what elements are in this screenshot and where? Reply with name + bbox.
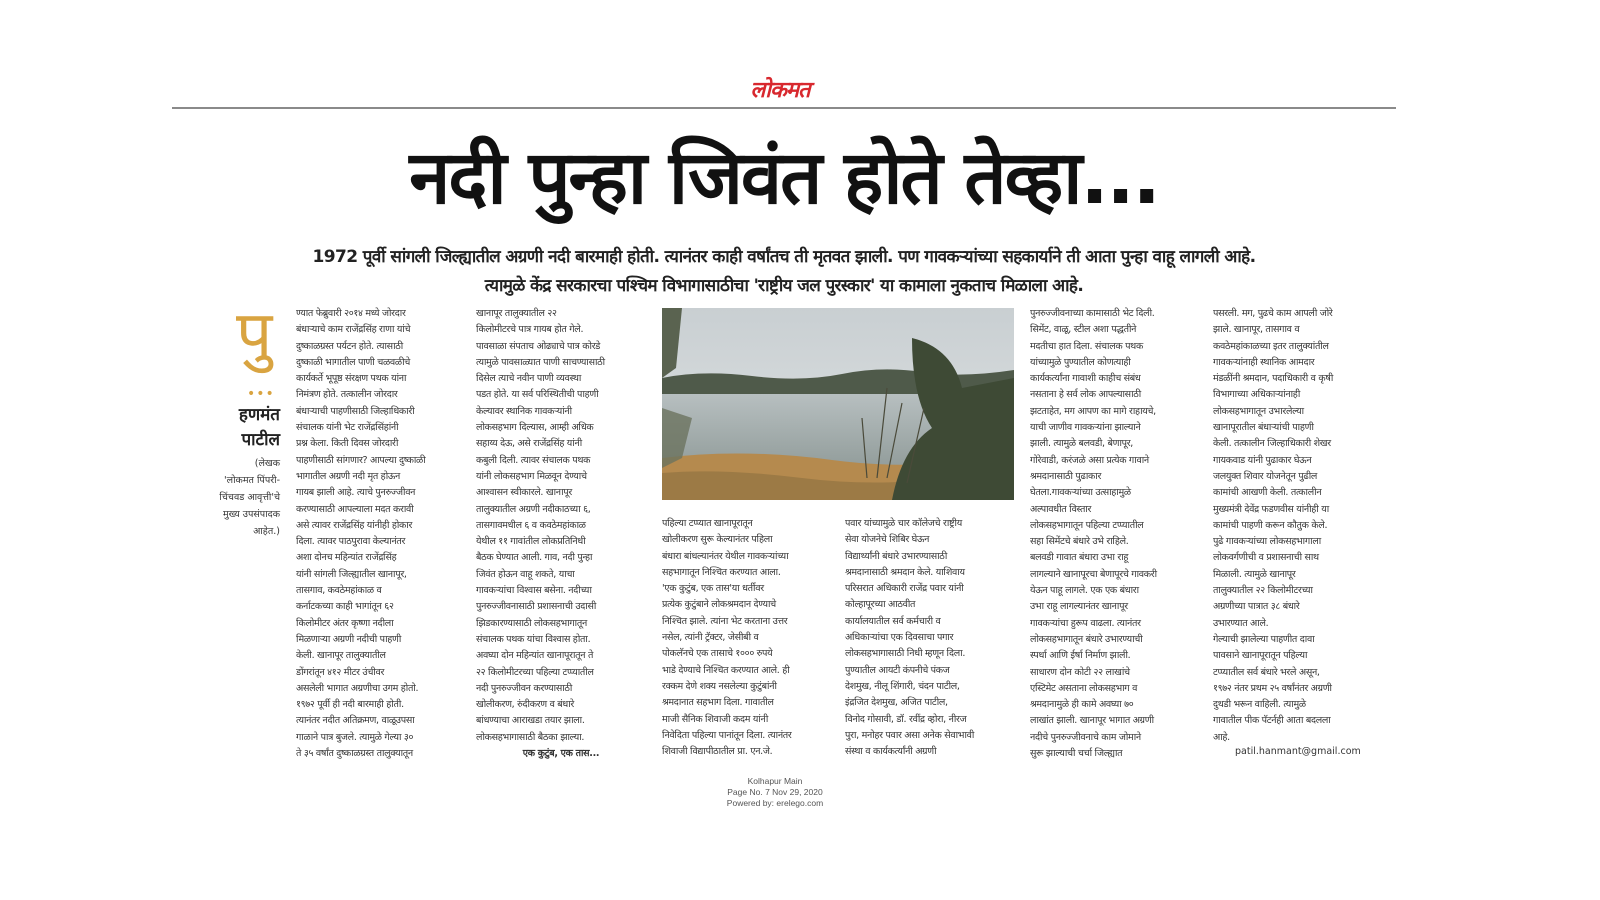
article-line: केल्यावर स्थानिक गावकऱ्यांनी (476, 405, 572, 417)
article-line: पहिल्या टप्प्यात खानापूरातून (662, 518, 753, 529)
article-line: खोलीकरण, रुंदीकरण व बंधारे (476, 699, 574, 711)
article-line: किलोमीटर अंतर कृष्णा नदीला (296, 617, 394, 629)
article-line: संस्था व कार्यकर्त्यांनी अग्रणी (845, 746, 937, 758)
article-line: कबुली दिली. त्यावर संचालक पथक (476, 454, 591, 466)
article-line: कामांची आखणी केली. तत्कालीन (1213, 487, 1322, 499)
article-line: १९७२ पूर्वी ही नदी बारमाही होती. (296, 699, 404, 711)
article-line: लोकसहभागासाठी बैठका झाल्या. (476, 731, 585, 743)
article-line: आश्वासन स्वीकारले. खानापूर (476, 487, 572, 499)
article-line: बांधण्याचा आराखडा तयार झाला. (476, 715, 585, 727)
article-column-5 (1030, 306, 1205, 762)
article-line: गावकऱ्यांचा हुरूप वाढला. त्यानंतर (1030, 617, 1141, 629)
article-line: पुरा, मनोहर पवार असा अनेक सेवाभावी (845, 729, 975, 741)
article-line: दिसेल त्याचे नवीन पाणी व्यवस्था (476, 373, 582, 385)
article-line: सहभागातून निश्चित करण्यात आला. (662, 566, 781, 578)
article-line: माजी सैनिक शिवाजी कदम यांनी (662, 713, 768, 725)
article-line: दुष्काळग्रस्त पर्यटन होते. त्यासाठी (296, 340, 403, 352)
article-line: खानापूरातील बंधाऱ्यांची पाहणी (1213, 422, 1314, 434)
article-line: पुनरुज्जीवनाच्या कामासाठी भेट दिली. (1030, 308, 1155, 319)
article-line: प्रत्येक कुटुंबाने लोकश्रमदान देण्याचे (662, 599, 776, 611)
article-line: सेवा योजनेचे शिबिर घेऊन (845, 534, 930, 546)
drop-cap: पु (236, 298, 273, 372)
article-line: अल्पावधीत विस्तार (1030, 503, 1092, 515)
powered-by-label: Powered by: erelego.com (726, 798, 824, 808)
article-line: मिळाली. त्यामुळे खानापूर (1213, 568, 1296, 580)
article-line: दिला. त्यावर पाठपुरावा केल्यानंतर (296, 536, 406, 548)
article-line: अशा दोनच महिन्यांत राजेंद्रसिंह (296, 552, 397, 564)
edition-label: Kolhapur Main (747, 776, 803, 786)
article-line: शिवाजी विद्यापीठातील प्रा. एन.जे. (662, 746, 773, 758)
article-line: पावसाळा संपताच ओढ्याचे पात्र कोरडे (476, 340, 601, 352)
article-line: खानापूर तालुक्यातील २२ (476, 308, 557, 319)
article-column-1 (296, 306, 456, 762)
article-line: पसरली. मग, पुढचे काम आपली जोरे (1213, 308, 1333, 319)
article-line: गायकवाड यांनी पुढाकार घेऊन (1213, 454, 1312, 466)
article-line: इंद्रजित देशमुख, अजित पाटील, (845, 697, 948, 709)
article-line: यांनी सांगली जिल्ह्यातील खानापूर, (296, 568, 407, 580)
standfirst-line-1: 1972 पूर्वी सांगली जिल्ह्यातील अग्रणी नदी बारमाही होती. त्यानंतर काही वर्षांतच ती मृतवत झाली. पण गावकऱ्यांच्या सहकार्याने ती आता पुन्हा वाहू लागली आहे. (312, 247, 1256, 267)
article-line: परिसरात अधिकारी राजेंद्र पवार यांनी (845, 583, 964, 595)
article-line: पडत होते. या सर्व परिस्थितीची पाहणी (476, 389, 599, 401)
article-line: एक कुटुंब, एक तास... (522, 748, 600, 760)
article-line: जिवंत होऊन वाहू शकते, याचा (476, 568, 575, 580)
article-column-2 (476, 306, 646, 762)
article-line: बंधाऱ्याचे काम राजेंद्रसिंह राणा यांचे (296, 324, 411, 336)
article-line: ण्यात फेब्रुवारी २०१४ मध्ये जोरदार (296, 308, 406, 319)
article-line: येऊन पाहू लागले. एक एक बंधारा (1030, 585, 1139, 597)
article-line: गावातील पीक पॅटर्नही आता बदलला (1213, 715, 1331, 727)
article-line: झटताहेत, मग आपण का मागे राहायचे, (1030, 405, 1156, 417)
article-line: 'एक कुटुंब, एक तास'या धर्तीवर (662, 583, 764, 595)
article-line: करण्यासाठी आपल्याला मदत करावी (296, 503, 414, 515)
article-line: झाली. त्यामुळे बलवडी, बेणापूर, (1030, 438, 1134, 450)
author-name (210, 403, 280, 453)
article-line: मंडळींनी श्रमदान, पदाधिकारी व कृषी (1213, 373, 1333, 385)
author-first-name: हणमंत (238, 405, 280, 425)
article-line: नदीचे पुनरुज्जीवनाचे काम जोमाने (1030, 731, 1141, 743)
article-line: गेल्याची झालेल्या पाहणीत दावा (1213, 633, 1315, 645)
article-line: संचालक पथक यांचा विश्वास होता. (476, 633, 591, 645)
headline: नदी पुन्हा जिवंत होते तेव्हा... (409, 135, 1159, 221)
article-line: गायब झाली आहे. त्याचे पुनरुज्जीवन (296, 487, 416, 499)
article-line: पावसाने खानापूरातून पहिल्या (1213, 650, 1308, 662)
article-line: यांच्यामुळे पुण्यातील कोणत्याही (1030, 356, 1131, 368)
article-line: विद्यार्थ्यांनी बंधारे उभारण्यासाठी (845, 550, 947, 562)
author-note (195, 455, 280, 540)
article-line: उभारण्यात आले. (1213, 617, 1269, 629)
article-line: असलेली भागात अग्रणीचा उगम होतो. (296, 682, 419, 694)
article-line: मिळणाऱ्या अग्रणी नदीची पाहणी (296, 633, 402, 645)
article-line: गावकऱ्यांचा विश्वास बसेना. नदीच्या (476, 585, 592, 597)
article-line: मदतीचा हात दिला. संचालक पथक (1030, 340, 1143, 352)
article-line: ते ३५ वर्षांत दुष्काळग्रस्त तालुक्यातून (296, 748, 413, 760)
article-line: लोकवर्गणीची व प्रशासनाची साथ (1213, 552, 1319, 564)
article-line: कामांची पाहणी करून कौतुक केले. (1213, 519, 1328, 531)
article-line: सुरू झाल्याची चर्चा जिल्ह्यात (1030, 748, 1123, 760)
article-line: रक्कम देणे शक्य नसलेल्या कुटुंबांनी (662, 680, 777, 692)
article-line: लोकसहभागातून पहिल्या टप्प्यातील (1030, 519, 1144, 531)
article-line: पाहणीसाठी सांगणार? आपल्या दुष्काळी (296, 454, 426, 466)
article-line: त्यामुळे पावसाळ्यात पाणी साचण्यासाठी (476, 356, 605, 368)
article-line: दुष्काळी भागातील पाणी चळवळीचे (296, 356, 411, 368)
article-line: डोंगरांतून ४१२ मीटर उंचीवर (296, 666, 385, 678)
article-line: २२ किलोमीटरच्या पहिल्या टप्प्यातील (476, 666, 594, 678)
author-email: patil.hanmant@gmail.com (1235, 746, 1361, 757)
article-line: नसेल, त्यांनी ट्रॅक्टर, जेसीबी व (662, 632, 759, 644)
article-line: बंधाऱ्याची पाहणीसाठी जिल्हाधिकारी (296, 405, 415, 417)
author-note-line: (लेखक (254, 458, 280, 469)
article-line: झिडकारण्यासाठी लोकसहभागातून (476, 617, 587, 629)
article-line: नसताना हे सर्व लोक आपल्यासाठी (1030, 389, 1141, 401)
article-line: श्रमदानासाठी श्रमदान केले. याशिवाय (845, 566, 965, 578)
article-line: बंधारा बांधल्यानंतर येथील गावकऱ्यांच्या (662, 550, 789, 562)
ornament-dots: ••• (247, 386, 275, 402)
article-line: सहाय्य देऊ, असे राजेंद्रसिंह यांनी (476, 438, 582, 450)
article-line: पोकलॅनचे एक तासाचे १००० रुपये (662, 648, 773, 660)
article-line: कार्यालयातील सर्व कर्मचारी व (845, 615, 941, 627)
article-line: केली. तत्कालीन जिल्हाधिकारी शेखर (1213, 438, 1331, 450)
article-line: पुण्यातील आयटी कंपनीचे पंकज (845, 664, 950, 676)
article-line: गावकऱ्यांनाही स्थानिक आमदार (1213, 356, 1315, 368)
article-column-3 (662, 516, 832, 760)
author-note-line: 'लोकमत पिंपरी- (224, 475, 280, 486)
article-line: निवेदिता पहिल्या पानांतून दिला. त्यानंतर (662, 729, 792, 741)
article-line: येथील ११ गावांतील लोकप्रतिनिधी (476, 536, 586, 548)
article-line: सिमेंट, वाळू, स्टील अशा पद्धतीने (1030, 324, 1137, 336)
article-line: लाखांत झाली. खानापूर भागात अग्रणी (1030, 715, 1154, 727)
article-line: कार्यकर्त्यांना गावाशी काहीच संबंध (1030, 373, 1141, 385)
article-line: किलोमीटरचे पात्र गायब होत गेले. (476, 324, 584, 336)
article-line: केली. खानापूर तालुक्यातील (296, 650, 386, 662)
article-line: झाले. खानापूर, तासगाव व (1213, 324, 1300, 336)
author-note-line: चिंचवड आवृत्ती'चे (219, 492, 280, 503)
article-line: बैठक घेण्यात आली. गाव, नदी पुन्हा (476, 552, 593, 564)
article-column-6 (1213, 306, 1383, 746)
article-line: खोलीकरण सुरू केल्यानंतर पहिला (662, 534, 773, 546)
masthead-rule (172, 107, 1396, 109)
article-line: लोकसहभागातून बंधारे उभारण्याची (1030, 633, 1143, 645)
article-line: लोकसहभागातून उभारलेल्या (1213, 405, 1304, 417)
article-line: टप्प्यातील सर्व बंधारे भरले असून, (1213, 666, 1320, 678)
article-line: पुनरुज्जीवनासाठी प्रशासनाची उदासी (476, 601, 597, 613)
article-line: कर्नाटकच्या काही भागांतून ६२ (296, 601, 394, 613)
article-line: अवघ्या दोन महिन्यांत खानापूरातून ते (476, 650, 594, 662)
river-photo (662, 308, 1014, 500)
article-line: जलयुक्त शिवार योजनेतून पुढील (1213, 470, 1318, 482)
article-line: स्पर्धा आणि ईर्षा निर्माण झाली. (1030, 650, 1131, 662)
article-line: विनोद गोसावी, डॉ. रवींद्र व्होरा, नीरज (845, 713, 967, 725)
article-line: अधिकाऱ्यांचा एक दिवसाचा पगार (845, 632, 954, 644)
article-line: गोरेवाडी, करंजळे असा प्रत्येक गावाने (1030, 454, 1149, 466)
page-date-label: Page No. 7 Nov 29, 2020 (727, 787, 823, 797)
author-note-line: आहेत.) (253, 526, 280, 537)
article-line: निश्चित झाले. त्यांना भेट करताना उत्तर (662, 615, 788, 627)
author-note-line: मुख्य उपसंपादक (223, 509, 280, 520)
article-line: लागल्याने खानापूरचा बेणापूरचे गावकरी (1030, 568, 1157, 580)
article-line: कवठेमहांकाळच्या इतर तालुक्यांतील (1213, 340, 1329, 352)
article-line: भाडे देण्याचे निश्चित करण्यात आले. ही (662, 664, 790, 676)
article-line: दुथडी भरून वाहिली. त्यामुळे (1213, 699, 1306, 711)
article-line: एस्टिमेट असताना लोकसहभाग व (1030, 682, 1138, 694)
article-line: कार्यकर्ते भूपूष्ठ संरक्षण पथक यांना (296, 373, 407, 385)
article-line: तालुक्यातील २२ किलोमीटरच्या (1213, 585, 1313, 597)
article-line: पुढे गावकऱ्यांच्या लोकसहभागाला (1213, 536, 1321, 548)
article-line: तासगाव, कवठेमहांकाळ व (296, 585, 382, 597)
article-line: अग्रणीच्या पात्रात ३८ बंधारे (1213, 601, 1300, 613)
article-line: निमंत्रण होते. तत्कालीन जोरदार (296, 389, 398, 401)
article-line: याची जाणीव गावकऱ्यांना झाल्याने (1030, 422, 1141, 434)
article-line: नदी पुनरुज्जीवन करण्यासाठी (476, 682, 573, 694)
article-line: तासगावमधील ६ व कवठेमहांकाळ (476, 519, 586, 531)
article-line: श्रमदानात सहभाग दिला. गावातील (662, 697, 774, 709)
article-line: प्रश्न केला. किती दिवस जोरदारी (296, 438, 399, 450)
article-line: लोकसहभागासाठी निधी म्हणून दिला. (845, 648, 966, 660)
article-line: त्यानंतर नदीत अतिक्रमण, वाळूउपसा (296, 715, 415, 727)
article-line: असे त्यावर राजेंद्रसिंह यांनीही होकार (296, 519, 413, 531)
article-line: १९७२ नंतर प्रथम २५ वर्षांनंतर अग्रणी (1213, 682, 1332, 694)
article-line: सहा सिमेंटचे बंधारे उभे राहिले. (1030, 536, 1129, 548)
article-column-4 (845, 516, 1015, 760)
article-line: संचालक यांनी भेट राजेंद्रसिंहांनी (296, 422, 399, 434)
page-footer (700, 776, 850, 809)
article-line: श्रमदानासाठी पुढाकार (1030, 470, 1102, 482)
article-line: बलवडी गावात बंधारा उभा राहू (1030, 552, 1129, 564)
article-line: देशमुख, नीलू शिंगारी, चंदन पाटील, (845, 680, 960, 692)
lokmat-logo: लोकमत (750, 78, 810, 103)
article-line: आहे. (1213, 731, 1230, 743)
article-line: भागातील अग्रणी नदी मृत होऊन (296, 470, 400, 482)
article-line: गाळाने पात्र बुजले. त्यामुळे गेल्या ३० (296, 731, 414, 743)
article-line: घेतला.गावकऱ्यांच्या उत्साहामुळे (1030, 487, 1131, 499)
article-line: यांनी लोकसहभाग मिळवून देण्याचे (476, 470, 587, 482)
article-line: श्रमदानामुळे ही कामे अवघ्या ७० (1030, 699, 1134, 711)
article-line: कोल्हापूरच्या आठवीत (845, 599, 916, 611)
article-line: साधारण दोन कोटी २२ लाखांचे (1030, 666, 1130, 678)
author-last-name: पाटील (241, 430, 280, 450)
article-line: विभागाच्या अधिकाऱ्यांनाही (1213, 389, 1301, 401)
article-line: पवार यांच्यामुळे चार कॉलेजचे राष्ट्रीय (845, 518, 962, 529)
article-line: तालुक्यातील अग्रणी नदीकाठच्या ६, (476, 503, 591, 515)
article-line: उभा राहू लागल्यानंतर खानापूर (1030, 601, 1128, 613)
article-line: लोकसहभाग दिल्यास, आम्ही अधिक (476, 422, 594, 434)
article-line: मुख्यमंत्री देवेंद्र फडणवीस यांनीही या (1213, 503, 1329, 515)
standfirst-line-2: त्यामुळे केंद्र सरकारचा पश्चिम विभागासाठीचा 'राष्ट्रीय जल पुरस्कार' या कामाला नुकताच मिळाला आहे. (484, 276, 1084, 296)
